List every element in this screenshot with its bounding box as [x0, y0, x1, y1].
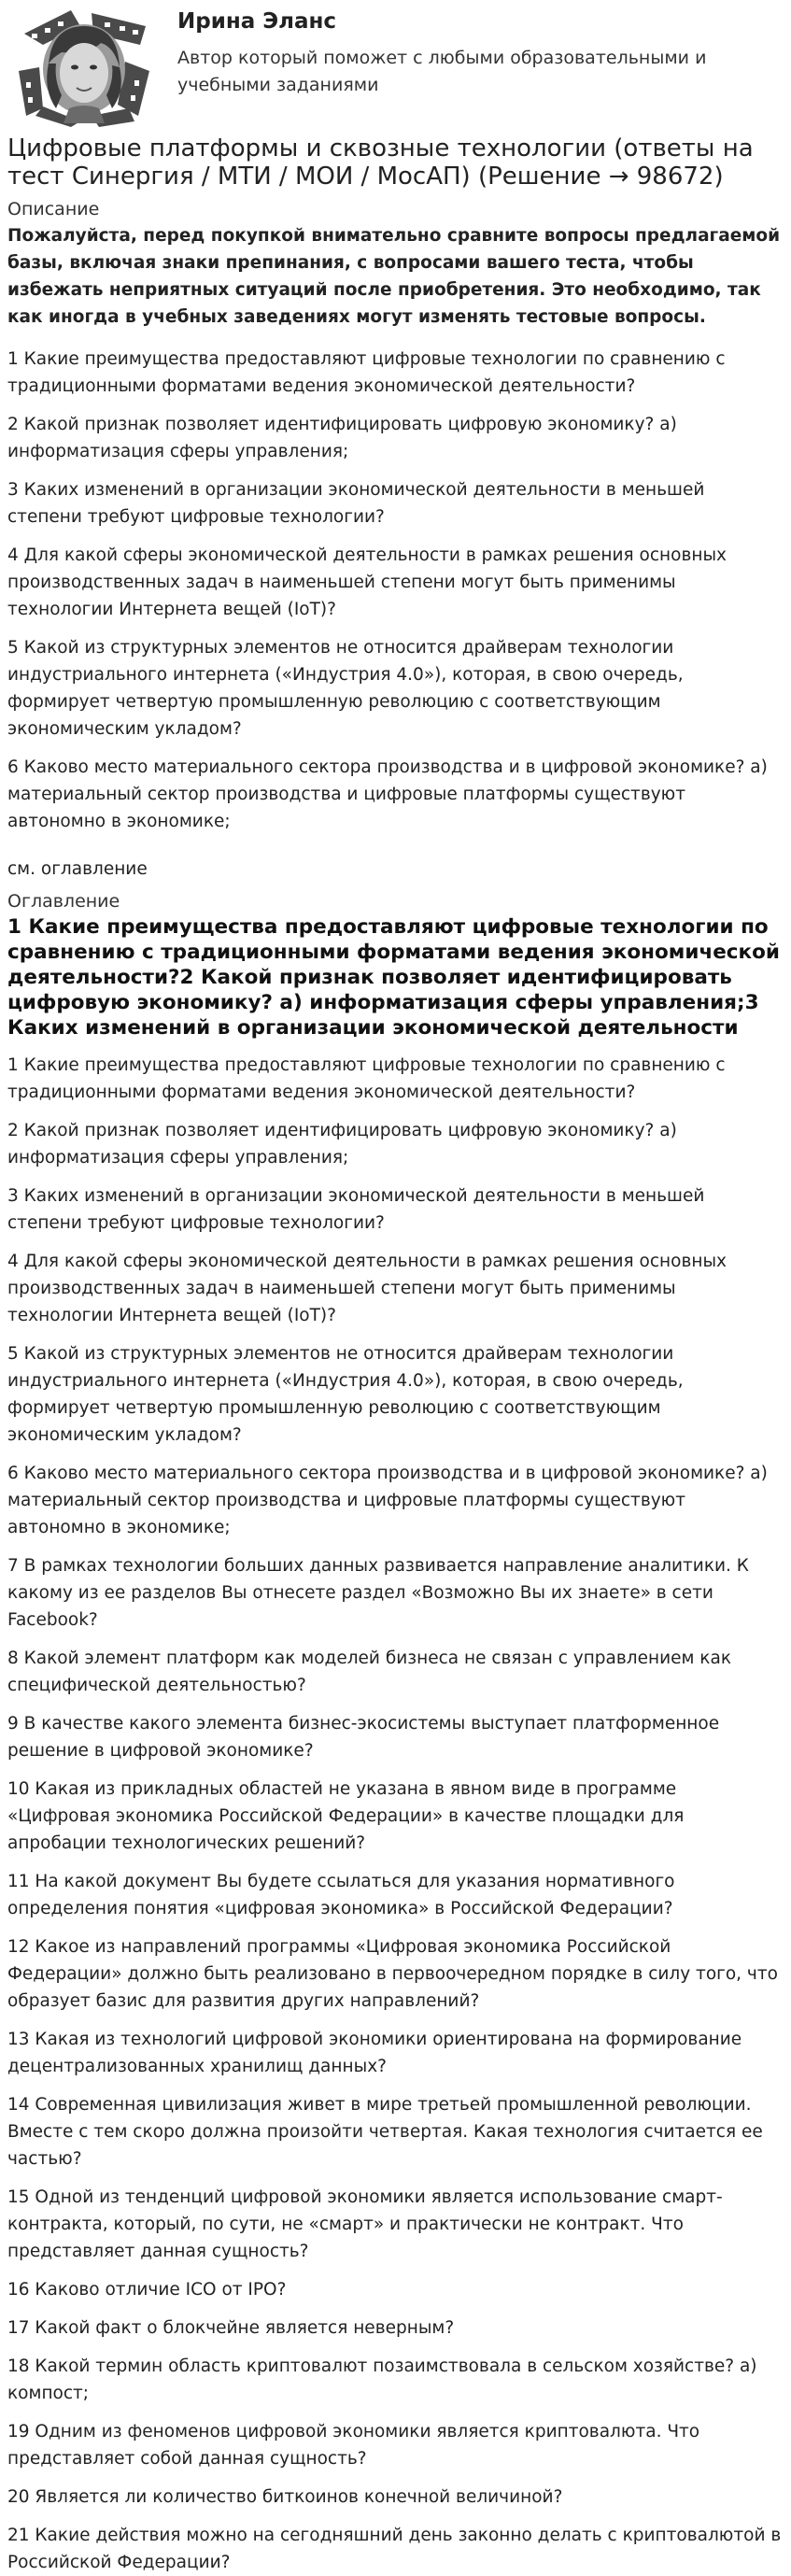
toc-question: 8 Какой элемент платформ как моделей бизнеса не связан с управлением как специфической деятельностью?	[7, 1649, 731, 1695]
film-reel-avatar-icon	[15, 6, 153, 127]
toc-question: 12 Какое из направлений программы «Цифровая экономика Российской Федерации» должно быть реализовано в первоочередном порядке в силу того, что образует базис для развития других направлений?	[7, 1937, 778, 2011]
toc-question: 10 Какая из прикладных областей не указана в явном виде в программе «Цифровая экономика Российской Федерации» в качестве площадки для апробации технологических решений?	[7, 1779, 685, 1853]
preview-question: 2 Какой признак позволяет идентифицировать цифровую экономику? а) информатизация сферы управления;	[7, 415, 677, 461]
toc-question: 20 Является ли количество биткоинов конечной величиной?	[7, 2487, 563, 2507]
author-name[interactable]: Ирина Эланс	[177, 9, 337, 34]
toc-question: 15 Одной из тенденций цифровой экономики является использование смарт-контракта, который, по сути, не «смарт» и практически не контракт. Что представляет данная сущность?	[7, 2187, 723, 2261]
description-label: Описание	[7, 199, 100, 219]
toc-question: 18 Какой термин область криптовалют позаимствовала в сельском хозяйстве? а) компост;	[7, 2357, 757, 2403]
page-title: Цифровые платформы и сквозные технологии (ответы на тест Синергия / МТИ / МОИ / МосАП) (Решение → 98672)	[7, 134, 754, 191]
preview-question: 6 Каково место материального сектора производства и в цифровой экономике? а) материальный сектор производства и цифровые платформы существуют автономно в экономике;	[7, 757, 768, 831]
author-description: Автор который поможет с любыми образовательными и учебными заданиями	[177, 48, 707, 95]
preview-question: 5 Какой из структурных элементов не относится драйверам технологии индустриального интернета («Индустрия 4.0»), которая, в свою очередь, формирует четвертую промышленную революцию с соответствующим экономическим укладом?	[7, 638, 684, 739]
preview-question: 1 Какие преимущества предоставляют цифровые технологии по сравнению с традиционными форматами ведения экономической деятельности?	[7, 349, 726, 396]
toc-question: 11 На какой документ Вы будете ссылаться для указания нормативного определения понятия «цифровая экономика» в Российской Федерации?	[7, 1872, 675, 1918]
toc-question: 21 Какие действия можно на сегодняшний день законно делать с криптовалютой в Российской Федерации?	[7, 2526, 782, 2572]
toc-question: 2 Какой признак позволяет идентифицировать цифровую экономику? а) информатизация сферы управления;	[7, 1121, 677, 1168]
toc-question: 19 Одним из феноменов цифровой экономики является криптовалюта. Что представляет собой данная сущность?	[7, 2422, 700, 2469]
purchase-warning: Пожалуйста, перед покупкой внимательно сравните вопросы предлагаемой базы, включая знаки препинания, с вопросами вашего теста, чтобы избежать неприятных ситуаций после приобретения. Это необходимо, так как иногда в учебных заведениях могут изменять тестовые вопросы.	[7, 226, 781, 327]
preview-question: 3 Каких изменений в организации экономической деятельности в меньшей степени требуют цифровые технологии?	[7, 480, 705, 527]
author-block	[7, 0, 791, 131]
toc-question: 14 Современная цивилизация живет в мире третьей промышленной революции. Вместе с тем скоро должна произойти четвертая. Какая технология считается ее частью?	[7, 2095, 763, 2169]
toc-question: 7 В рамках технологии больших данных развивается направление аналитики. К какому из ее разделов Вы отнесете раздел «Возможно Вы их знаете» в сети Facebook?	[7, 1556, 749, 1630]
toc-question: 3 Каких изменений в организации экономической деятельности в меньшей степени требуют цифровые технологии?	[7, 1186, 705, 1233]
author-avatar[interactable]	[15, 6, 153, 127]
toc-question: 9 В качестве какого элемента бизнес-экосистемы выступает платформенное решение в цифровой экономике?	[7, 1714, 720, 1761]
toc-question-list	[7, 1052, 791, 2576]
toc-heading: 1 Какие преимущества предоставляют цифровые технологии по сравнению с традиционными форматами ведения экономической деятельности?2 Какой признак позволяет идентифицировать цифровую экономику? а) информатизация сферы управления;3 Каких изменений в организации экономической деятельности	[7, 915, 780, 1040]
toc-question: 17 Какой факт о блокчейне является неверным?	[7, 2318, 455, 2338]
toc-label: Оглавление	[7, 891, 120, 912]
toc-question: 4 Для какой сферы экономической деятельности в рамках решения основных производственных задач в наименьшей степени могут быть применимы технологии Интернета вещей (IoT)?	[7, 1252, 727, 1325]
see-toc-note: см. оглавление	[7, 859, 148, 879]
toc-question: 6 Каково место материального сектора производства и в цифровой экономике? а) материальный сектор производства и цифровые платформы существуют автономно в экономике;	[7, 1464, 768, 1537]
toc-question: 5 Какой из структурных элементов не относится драйверам технологии индустриального интернета («Индустрия 4.0»), которая, в свою очередь, формирует четвертую промышленную революцию с соответствующим экономическим укладом?	[7, 1344, 684, 1445]
preview-question-list	[7, 346, 791, 835]
toc-question: 16 Каково отличие ICO от IPO?	[7, 2280, 287, 2300]
preview-question: 4 Для какой сферы экономической деятельности в рамках решения основных производственных задач в наименьшей степени могут быть применимы технологии Интернета вещей (IoT)?	[7, 545, 727, 619]
toc-question: 1 Какие преимущества предоставляют цифровые технологии по сравнению с традиционными форматами ведения экономической деятельности?	[7, 1055, 726, 1102]
toc-question: 13 Какая из технологий цифровой экономики ориентирована на формирование децентрализованных хранилищ данных?	[7, 2030, 742, 2076]
